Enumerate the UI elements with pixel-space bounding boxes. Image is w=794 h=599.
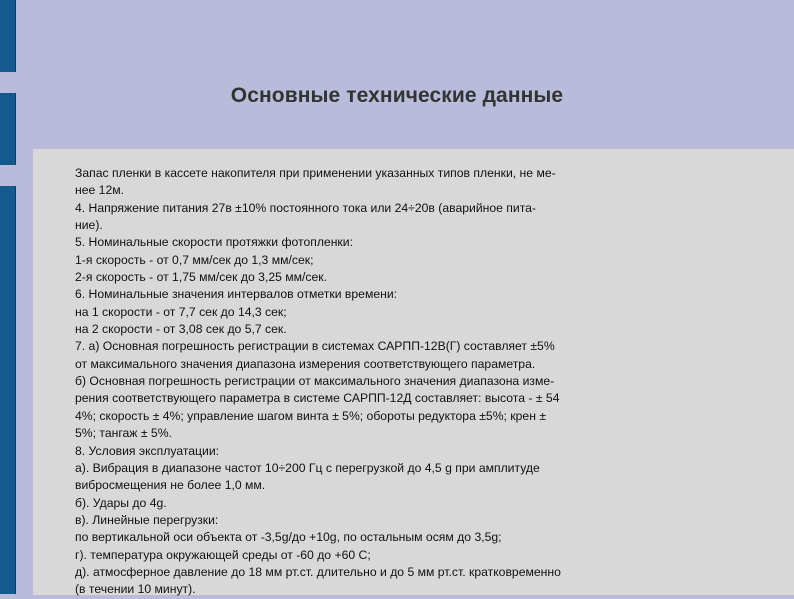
text-line: 7. а) Основная погрешность регистрации в системах САРПП-12В(Г) составляет ±5% xyxy=(75,339,555,354)
text-line: 5%; тангаж ± 5%. xyxy=(75,426,172,441)
text-line: по вертикальной оси объекта от -3,5g/до +10g, по остальным осям до 3,5g; xyxy=(75,530,502,545)
text-line: 1-я скорость - от 0,7 мм/сек до 1,3 мм/сек; xyxy=(75,252,314,267)
text-line: 6. Номинальные значения интервалов отметки времени: xyxy=(75,287,398,302)
text-line: 8. Условия эксплуатации: xyxy=(75,443,220,458)
text-line: от максимального значения диапазона измерения соответствующего параметра. xyxy=(75,356,536,371)
text-line: вибросмещения не более 1,0 мм. xyxy=(75,478,266,493)
text-line: б) Основная погрешность регистрации от максимального значения диапазона изме- xyxy=(75,374,555,389)
text-line: в). Линейные перегрузки: xyxy=(75,512,219,527)
text-line: 2-я скорость - от 1,75 мм/сек до 3,25 мм/сек. xyxy=(75,270,328,285)
side-accent-bar-top xyxy=(0,0,16,72)
text-line: на 2 скорости - от 3,08 сек до 5,7 сек. xyxy=(75,322,287,337)
text-line: 5. Номинальные скорости протяжки фотопленки: xyxy=(75,235,353,250)
text-line: б). Удары до 4g. xyxy=(75,495,167,510)
side-accent-bar-bottom xyxy=(0,186,16,594)
text-line: ние). xyxy=(75,218,103,233)
slide-title: Основные технические данные xyxy=(230,84,564,107)
text-line: г). температура окружающей среды от -60 до +60 С; xyxy=(75,547,371,562)
text-line: рения соответствующего параметра в системе САРПП-12Д составляет: высота - ± 54 xyxy=(75,391,560,406)
text-line: нее 12м. xyxy=(75,183,124,198)
text-line: (в течении 10 минут). xyxy=(75,582,196,597)
content-text xyxy=(75,165,695,599)
text-line: д). атмосферное давление до 18 мм рт.ст. длительно и до 5 мм рт.ст. кратковременно xyxy=(75,564,561,579)
text-line: 4%; скорость ± 4%; управление шагом винта ± 5%; обороты редуктора ±5%; крен ± xyxy=(75,408,547,423)
text-line: на 1 скорости - от 7,7 сек до 14,3 сек; xyxy=(75,304,287,319)
text-line: 4. Напряжение питания 27в ±10% постоянного тока или 24÷20в (аварийное пита- xyxy=(75,200,536,215)
text-line: а). Вибрация в диапазоне частот 10÷200 Гц с перегрузкой до 4,5 g при амплитуде xyxy=(75,460,540,475)
text-line: Запас пленки в кассете накопителя при применении указанных типов пленки, не ме- xyxy=(75,166,556,180)
